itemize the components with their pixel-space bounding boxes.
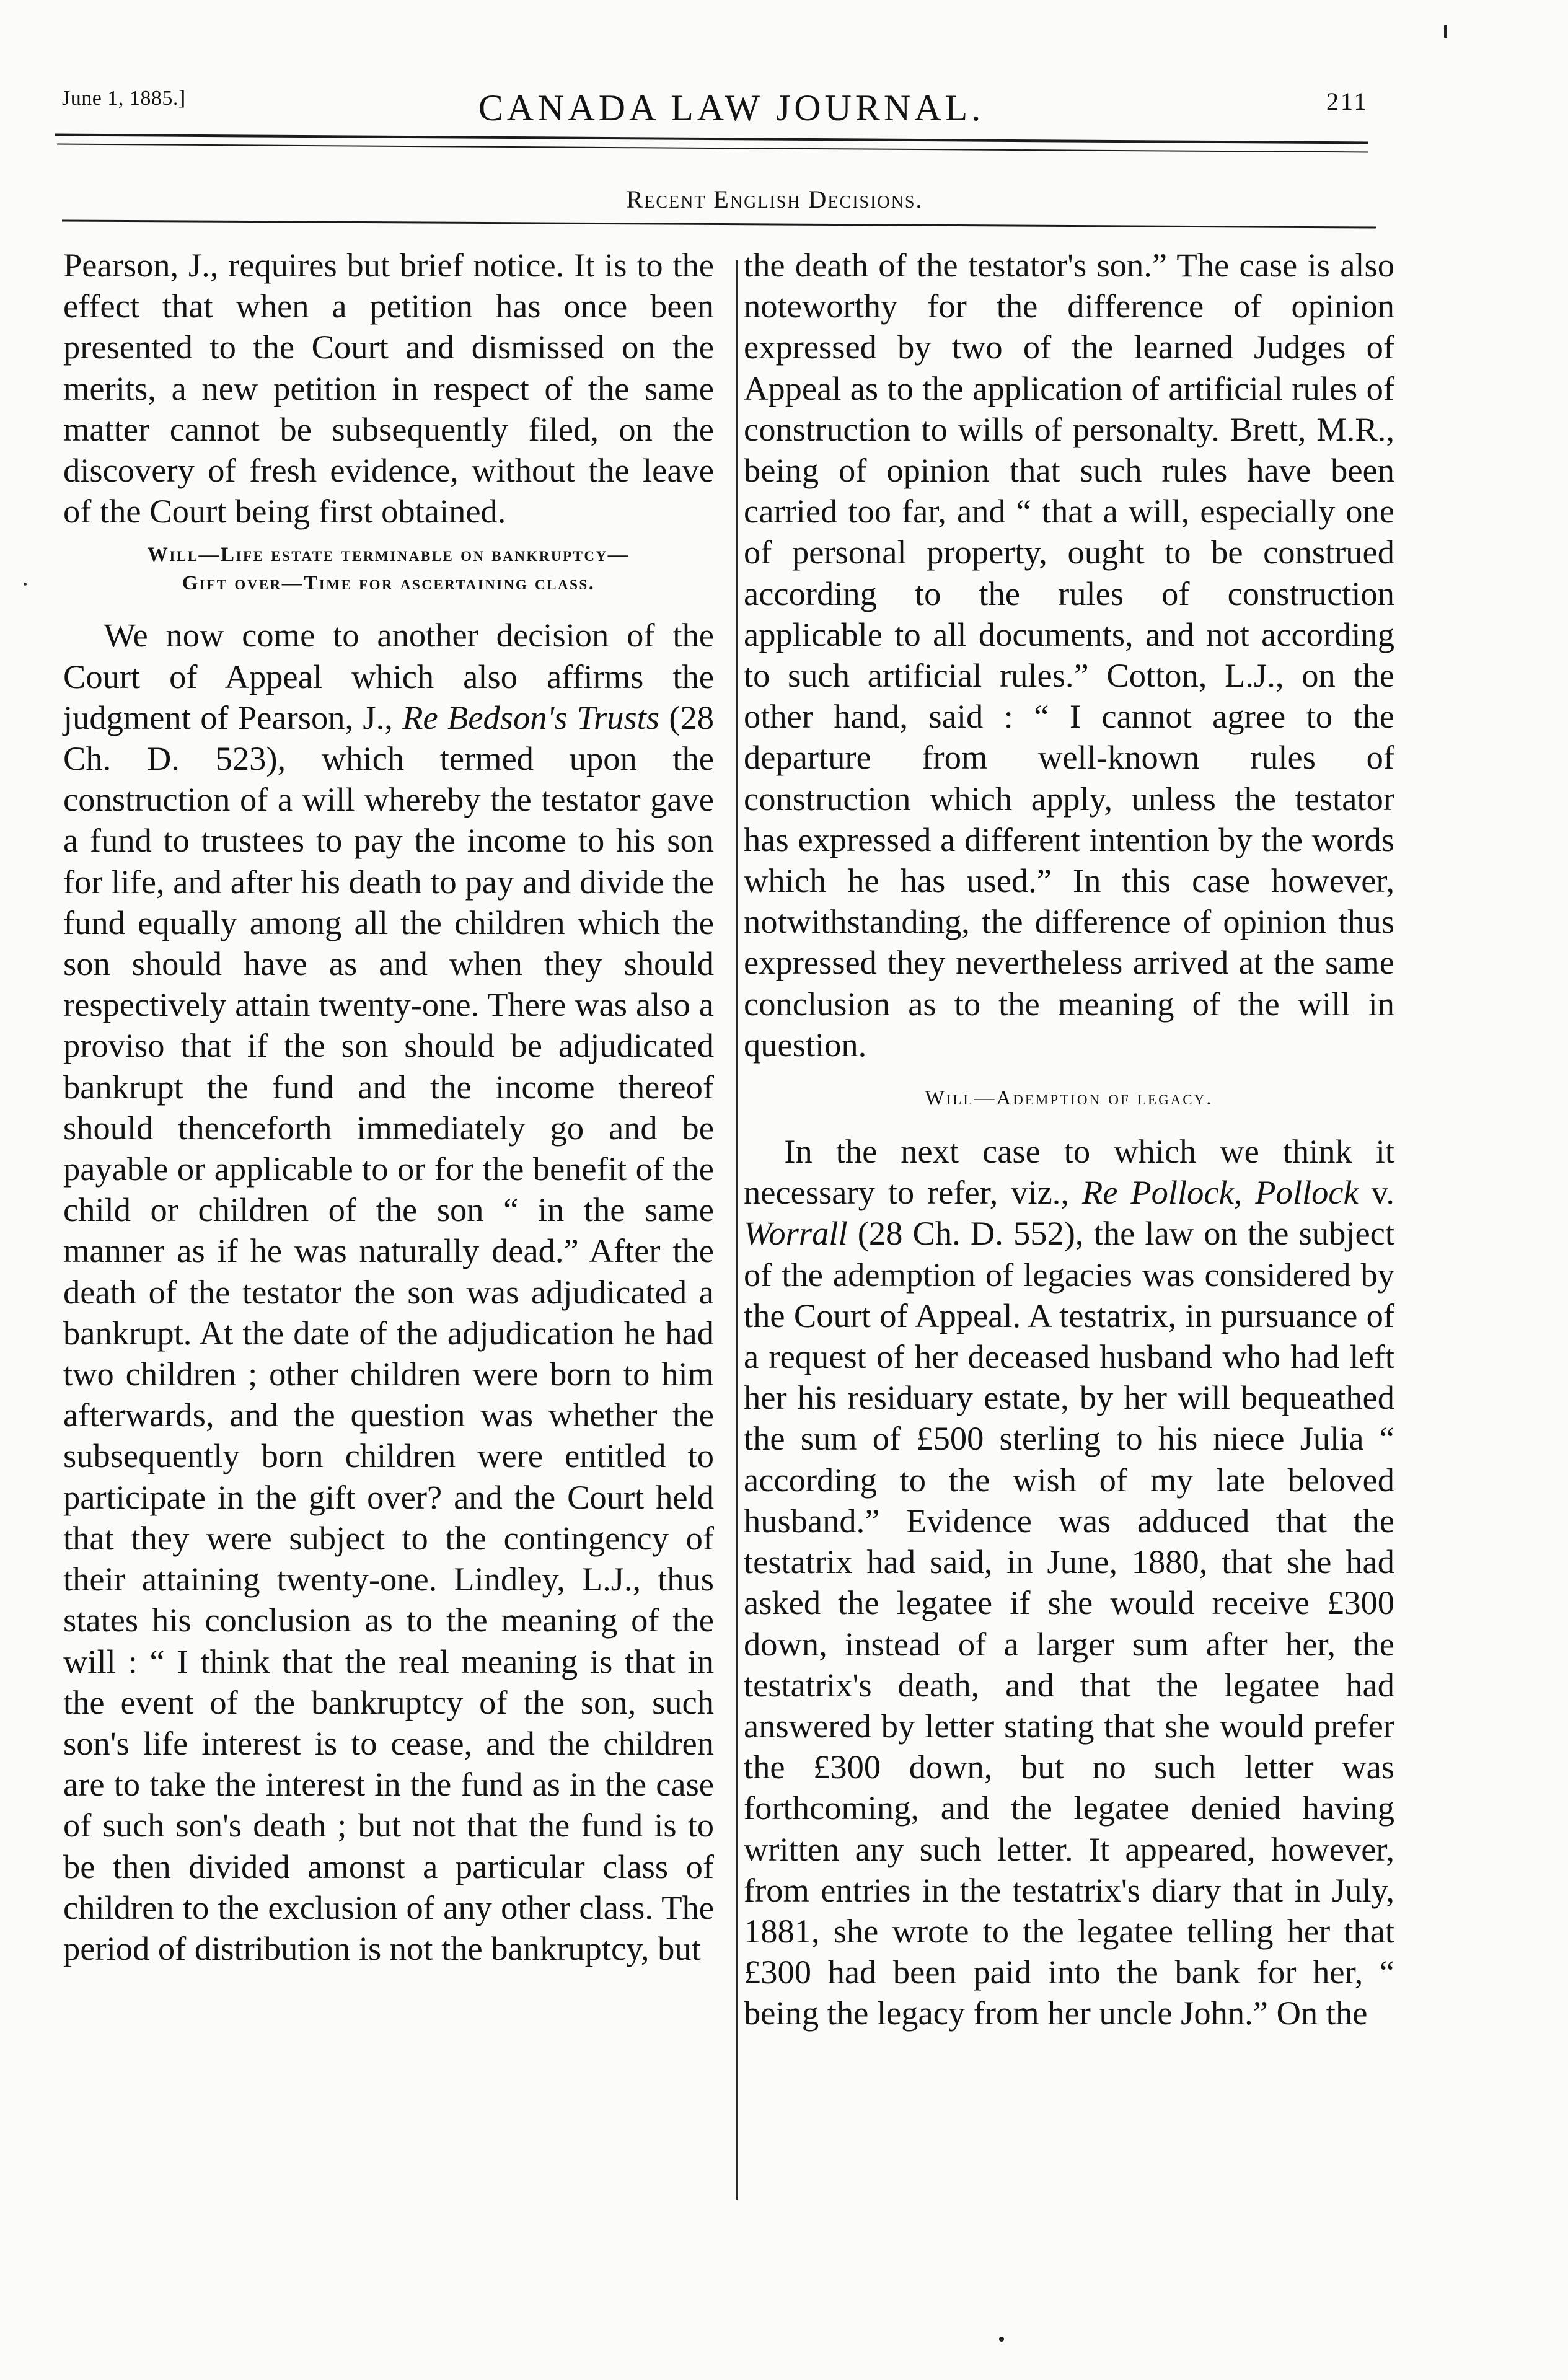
section-rule [62,219,1376,228]
paragraph [63,615,714,1969]
paragraph: the death of the testator's son.” The case is also noteworthy for the difference of opinion expressed by two of the learned Judges of Appeal as to the application of artificial rules of construction to wills of personalty. Brett, M.R., being of opinion that such rules have been carried too far, and “ that a will, especially one of personal property, ought to be construed according to the rules of construction applicable to all documents, and not according to such artificial rules.” Cotton, L.J., on the other hand, said : “ I cannot agree to the departure from well-known rules of construction which apply, unless the testator has expressed a different intention by the words which he has used.” In this case however, notwithstanding, the difference of opinion thus expressed they nevertheless arrived at the same conclusion as to the meaning of the will in question. [744,246,1394,1064]
paragraph [744,1131,1394,2034]
heading-line: Will—Life estate terminable on bankruptcy— [147,544,630,566]
section-heading [63,540,714,597]
case-name: Worrall [744,1214,848,1253]
section-title: Recent English Decisions. [626,185,923,213]
paragraph-text: (28 Ch. D. 552), the law on the subject of the ademption of legacies was considered by the Court of Appeal. A testatrix, in pursuance of a request of her deceased husband who had left her his residuary estate, by her will bequeathed the sum of £500 sterling to his niece Julia “ according to the wish of my late beloved husband.” Evidence was adduced that the testatrix had said, in June, 1880, that she had asked the legatee if she would receive £300 down, instead of a larger sum after her, the testatrix's death, and that the legatee had answered by letter stating that she would prefer the £300 down, but no such letter was forthcoming, and the legatee denied having written any such letter. It appeared, however, from entries in the testatrix's diary that in July, 1881, she wrote to the legatee telling her that £300 had been paid into the bank for her, “ being the legacy from her uncle John.” On the [744,1214,1394,2032]
paragraph-text: v. [1358,1173,1395,1212]
heading-line: Gift over—Time for ascertaining class. [182,572,596,595]
paragraph: Pearson, J., requires but brief notice. It is to the effect that when a petition has once been presented to the Court and dismissed on the merits, a new petition in respect of the same matter cannot be subsequently filed, on the discovery of fresh evidence, without the leave of the Court being first obtained. [63,246,714,531]
section-heading: Will—Ademption of legacy. [925,1087,1213,1110]
print-speck [999,2337,1004,2342]
print-speck [1444,25,1447,38]
paragraph-text: We now come to another decision of the Court of Appeal which also affirms the judgment of Pearson, J., [63,616,714,736]
case-name: Re Pollock, Pollock [1081,1173,1359,1212]
header-date: June 1, 1885.] [62,87,186,110]
paragraph-text: (28 Ch. D. 523), which termed upon the construction of a will whereby the testator gave a fund to trustees to pay the income to his son for life, and after his death to pay and divide the fund equally among all the children which the son should have as and when they should respectively attain twenty-one. There was also a proviso that if the son should be adjudicated bankrupt the fund and the income thereof should thenceforth immediately go and be payable or applicable to or for the benefit of the child or children of the son “ in the same manner as if he was naturally dead.” After the death of the testator the son was adjudicated a bankrupt. At the date of the adjudication he had two children ; other children were born to him afterwards, and the question was whether the subsequently born children were entitled to participate in the gift over? and the Court held that they were subject to the contingency of their attaining twenty-one. Lindley, L.J., thus states his conclusion as to the meaning of the will : “ I think that the real meaning is that in the event of the bankruptcy of the son, such son's life interest is to cease, and the children are to take the interest in the fund as in the case of such son's death ; but not that the fund is to be then divided amonst a particular class of children to the exclusion of any other class. The period of distribution is not the bankruptcy, but [63,698,714,1967]
column-divider [736,260,738,2200]
print-speck [24,583,27,586]
page-number: 211 [1326,87,1368,115]
header-rule-top [55,134,1368,144]
left-column [63,245,714,1969]
case-name: Re Bedson's Trusts [402,698,660,736]
paragraph-text: In the next case to which we think it necessary to refer, viz., [744,1132,1394,1212]
header-rule-bottom [57,144,1368,153]
right-column [744,245,1394,2034]
journal-title: CANADA LAW JOURNAL. [478,87,985,128]
